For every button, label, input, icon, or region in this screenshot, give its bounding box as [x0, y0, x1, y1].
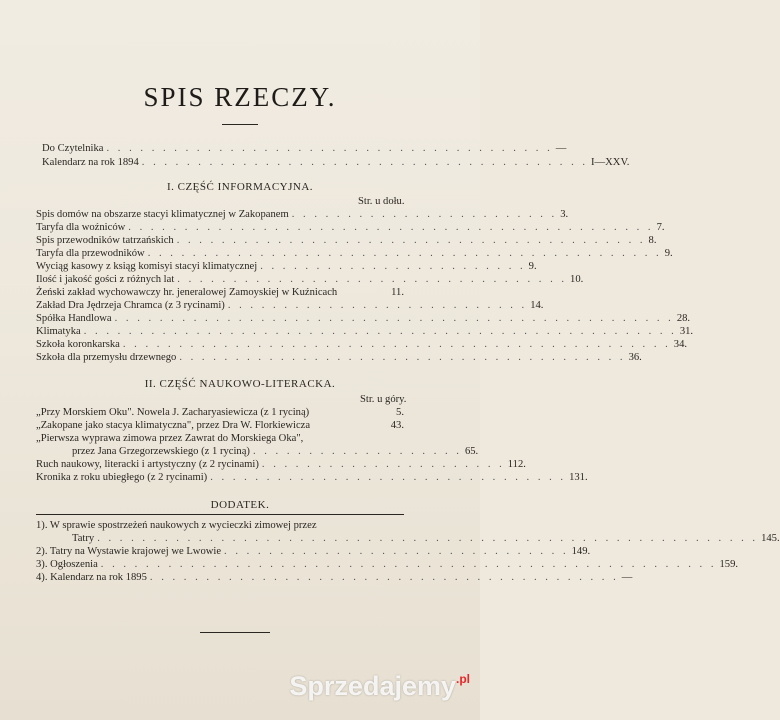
- leader-dots: . . . . . . . . . . . . . . . . . . . . . . . .: [260, 261, 526, 272]
- watermark-brand: Sprzedajemy: [289, 671, 456, 701]
- toc-entry-text: „Pierwsza wyprawa zimowa przez Zawrat do Morskiega Oka",: [36, 433, 304, 444]
- page-column-label: Str. u góry.: [360, 394, 407, 405]
- leader-dots: . . . . . . . . . . . . . . . . . . . . . . . . . . . . . . . . . . . . . . . . . . . . . . . . . . . . . . .: [100, 559, 717, 570]
- toc-entry-text: 3). Ogłoszenia: [36, 559, 98, 570]
- toc-entry-page: 65.: [464, 446, 479, 457]
- leader-dots: . . . . . . . . . . . . . . . . . . . . . . . . . . . . . . .: [224, 546, 569, 557]
- title-underline: [222, 124, 258, 125]
- toc-entry-page: 112.: [507, 459, 526, 470]
- toc-entry-text: Spis domów na obszarze stacyi klimatycznej w Zakopanem: [36, 209, 289, 220]
- toc-row: [36, 287, 404, 299]
- toc-entry-page: 34.: [673, 339, 688, 350]
- toc-entry-text: Tatry: [72, 533, 95, 544]
- toc-row: [36, 209, 569, 221]
- toc-row: [36, 546, 591, 558]
- toc-row: [36, 222, 665, 234]
- leader-dots: . . . . . . . . . . . . . . . . . . . . . . . . . . . . . . . . . . . . . . . . . .: [149, 572, 619, 583]
- toc-row: [36, 274, 584, 286]
- toc-entry-text: Do Czytelnika: [42, 143, 104, 154]
- page-column-label: Str. u dołu.: [358, 196, 405, 207]
- leader-dots: . . . . . . . . . . . . . . . . . . . . . . . . . . . . . . . . . . .: [177, 274, 568, 285]
- toc-row: [36, 559, 739, 571]
- toc-entry-page: 14.: [530, 300, 544, 311]
- toc-row: [36, 248, 673, 260]
- toc-entry-page: 3.: [560, 209, 569, 220]
- toc-row-front: [42, 143, 567, 155]
- toc-entry-text: 2). Tatry na Wystawie krajowej we Lwowie: [36, 546, 222, 557]
- toc-row: [36, 339, 688, 351]
- toc-row-front: [42, 157, 630, 169]
- toc-entry-text: Spółka Handlowa: [36, 313, 112, 324]
- watermark-logo: [289, 671, 470, 702]
- section-heading: I. CZĘŚĆ INFORMACYJNA.: [166, 181, 314, 193]
- watermark-tld: .pl: [456, 672, 470, 686]
- toc-entry-page: 10.: [570, 274, 584, 285]
- toc-entry-text: Zakład Dra Jędrzeja Chramca (z 3 rycinami): [36, 300, 225, 311]
- toc-entry-text: przez Jana Grzegorzewskiego (z 1 ryciną): [72, 446, 250, 457]
- toc-entry-page: 5.: [396, 407, 404, 418]
- toc-row: [36, 572, 633, 584]
- toc-row: [36, 235, 657, 247]
- toc-row: [36, 313, 691, 325]
- toc-entry-text: Wyciąg kasowy z ksiąg komisyi stacyi klimatycznej: [36, 261, 258, 272]
- toc-entry-page: 145.: [761, 533, 780, 544]
- section-heading: II. CZĘŚĆ NAUKOWO-LITERACKA.: [144, 378, 336, 390]
- toc-entry-text: Kronika z roku ubiegłego (z 2 rycinami): [36, 472, 208, 483]
- toc-entry-page: 9.: [528, 261, 537, 272]
- leader-dots: . . . . . . . . . . . . . . . . . . . . . . . . . . . . . . . . . . . . . . . . . . . . . .: [147, 248, 662, 259]
- toc-entry-text: Ruch naukowy, literacki i artystyczny (z 2 rycinami): [36, 459, 259, 470]
- toc-entry-text: Kalendarz na rok 1894: [42, 157, 139, 168]
- toc-entry-text: Ilość i jakość gości z różnych lat: [36, 274, 175, 285]
- toc-entry-text: 4). Kalendarz na rok 1895: [36, 572, 147, 583]
- leader-dots: . . . . . . . . . . . . . . . . . . . . . . . . . . . . . . . . . . . . . . . .: [179, 352, 626, 363]
- toc-row: [36, 352, 642, 364]
- toc-entry-page: 7.: [656, 222, 665, 233]
- leader-dots: . . . . . . . . . . . . . . . . . . . . . .: [261, 459, 505, 470]
- section-heading: DODATEK.: [210, 499, 270, 511]
- toc-entry-page: 36.: [628, 352, 642, 363]
- toc-entry-text: Szkoła koronkarska: [36, 339, 120, 350]
- toc-entry-text: Taryfa dla woźniców: [36, 222, 126, 233]
- leader-dots: . . . . . . . . . . . . . . . . . . . . . . . . . . . . . . . . . . . . . . . . . . . . . . . . . .: [114, 313, 674, 324]
- page-title: SPIS RZECZY.: [143, 82, 337, 112]
- toc-entry-text: „Przy Morskiem Oku". Nowela J. Zacharyasiewicza (z 1 ryciną): [36, 407, 310, 418]
- toc-entry-page: 11.: [391, 287, 404, 298]
- toc-entry-page: 159.: [719, 559, 739, 570]
- toc-row: [36, 261, 537, 273]
- toc-entry-page: 131.: [569, 472, 588, 483]
- leader-dots: . . . . . . . . . . . . . . . . . . . . . . . . . . . . . . . . . . . . . . . . . .: [176, 235, 646, 246]
- toc-entry-text: Taryfa dla przewodników: [36, 248, 145, 259]
- toc-entry-page: 8.: [648, 235, 657, 246]
- toc-entry-page: 31.: [679, 326, 694, 337]
- toc-row: [36, 459, 526, 471]
- closing-rule: [200, 632, 270, 633]
- toc-entry-page: I—XXV.: [591, 157, 630, 168]
- leader-dots: . . . . . . . . . . . . . . . . . . . . . . . . . . . . . . . . . . . . . . . . . . . . . . .: [128, 222, 654, 233]
- leader-dots: . . . . . . . . . . . . . . . . . . . . . . . . . . . . . . . . . . . . . . . . . . . . . . . . . . . . . . . . . . .: [97, 533, 759, 544]
- toc-entry-text: Spis przewodników tatrzańskich: [36, 235, 174, 246]
- toc-entry-page: 149.: [571, 546, 591, 557]
- toc-row: [36, 472, 588, 484]
- toc-row: [36, 433, 404, 445]
- section-divider: [36, 514, 404, 515]
- leader-dots: . . . . . . . . . . . . . . . . . . .: [252, 446, 462, 457]
- toc-entry-text: Żeński zakład wychowawczy hr. jeneralowej Zamoyskiej w Kuźnicach: [36, 287, 338, 298]
- toc-entry-page: —: [621, 572, 633, 583]
- toc-row: [36, 300, 544, 312]
- leader-dots: . . . . . . . . . . . . . . . . . . . . . . . .: [291, 209, 558, 220]
- toc-row: [36, 520, 404, 532]
- toc-entry-text: Szkoła dla przemysłu drzewnego: [36, 352, 177, 363]
- toc-entry-page: 9.: [664, 248, 673, 259]
- leader-dots: . . . . . . . . . . . . . . . . . . . . . . . . . . . . . . . . . . . . . . . . . . . . . . . . . . . . .: [83, 326, 677, 337]
- toc-entry-page: 43.: [390, 420, 404, 431]
- toc-row: [36, 326, 694, 338]
- toc-row: [72, 533, 780, 545]
- leader-dots: . . . . . . . . . . . . . . . . . . . . . . . . . . . . . . . . . . . . . . . .: [141, 157, 589, 168]
- toc-entry-text: 1). W sprawie spostrzeżeń naukowych z wycieczki zimowej przez: [36, 520, 317, 531]
- toc-entry-page: —: [555, 143, 567, 154]
- leader-dots: . . . . . . . . . . . . . . . . . . . . . . . . . . . . . . . . . . . . . . . . . . . . . . . . .: [122, 339, 671, 350]
- toc-entry-text: Klimatyka: [36, 326, 81, 337]
- leader-dots: . . . . . . . . . . . . . . . . . . . . . . . . . . . . . . . .: [210, 472, 567, 483]
- toc-row: [36, 420, 404, 432]
- toc-row: [72, 446, 479, 458]
- toc-entry-text: „Zakopane jako stacya klimatyczna", przez Dra W. Florkiewicza: [36, 420, 311, 431]
- leader-dots: . . . . . . . . . . . . . . . . . . . . . . . . . . .: [227, 300, 528, 311]
- toc-entry-page: 28.: [676, 313, 691, 324]
- leader-dots: . . . . . . . . . . . . . . . . . . . . . . . . . . . . . . . . . . . . . . . .: [106, 143, 553, 154]
- toc-row: [36, 407, 404, 419]
